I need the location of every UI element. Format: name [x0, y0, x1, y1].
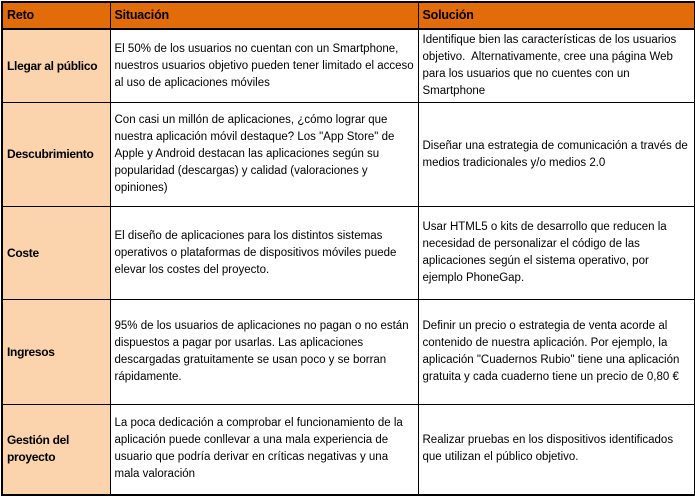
row-label-cell: Coste — [2, 207, 110, 300]
solution-cell: Identifique bien las características de los usuarios objetivo. Alternativamente, cree una página Web para los usuarios que no cuentes con un Smartphone — [418, 29, 695, 103]
situation-cell: El diseño de aplicaciones para los distintos sistemas operativos o plataformas de dispositivos móviles puede elevar los costes del proyecto. — [110, 207, 418, 300]
table-row — [2, 103, 695, 207]
header-cell-reto: Reto — [2, 2, 110, 29]
solution-cell: Realizar pruebas en los dispositivos identificados que utilizan el público objetivo. — [418, 405, 695, 495]
table-row — [2, 405, 695, 495]
situation-cell: 95% de los usuarios de aplicaciones no pagan o no están dispuestos a pagar por usarlas. Las aplicaciones descargadas gratuitamente se usan poco y se borran rápidamente. — [110, 300, 418, 405]
situation-cell: Con casi un millón de aplicaciones, ¿cómo lograr que nuestra aplicación móvil destaque? Los "App Store" de Apple y Android destacan las aplicaciones según su popularidad (descargas) y calidad (valoraciones y opiniones) — [110, 103, 418, 207]
row-label-cell: Gestión del proyecto — [2, 405, 110, 495]
situation-cell: La poca dedicación a comprobar el funcionamiento de la aplicación puede conllevar a una mala experiencia de usuario que podría derivar en críticas negativas y una mala valoración — [110, 405, 418, 495]
row-label-cell: Llegar al público — [2, 29, 110, 103]
row-label-cell: Descubrimiento — [2, 103, 110, 207]
row-label-cell: Ingresos — [2, 300, 110, 405]
solution-cell: Usar HTML5 o kits de desarrollo que reducen la necesidad de personalizar el código de las aplicaciones según el sistema operativo, por ejemplo PhoneGap. — [418, 207, 695, 300]
table-header-row — [2, 2, 695, 29]
situation-cell: El 50% de los usuarios no cuentan con un Smartphone, nuestros usuarios objetivo pueden tener limitado el acceso al uso de aplicaciones móviles — [110, 29, 418, 103]
solution-cell: Definir un precio o estrategia de venta acorde al contenido de nuestra aplicación. Por ejemplo, la aplicación "Cuadernos Rubio" tiene una aplicación gratuita y cada cuaderno tiene un precio de 0,80 € — [418, 300, 695, 405]
table-row — [2, 300, 695, 405]
header-cell-solucion: Solución — [418, 2, 695, 29]
challenges-table — [1, 1, 695, 496]
header-cell-situacion: Situación — [110, 2, 418, 29]
table-row — [2, 207, 695, 300]
table-row — [2, 29, 695, 103]
solution-cell: Diseñar una estrategia de comunicación a través de medios tradicionales y/o medios 2.0 — [418, 103, 695, 207]
